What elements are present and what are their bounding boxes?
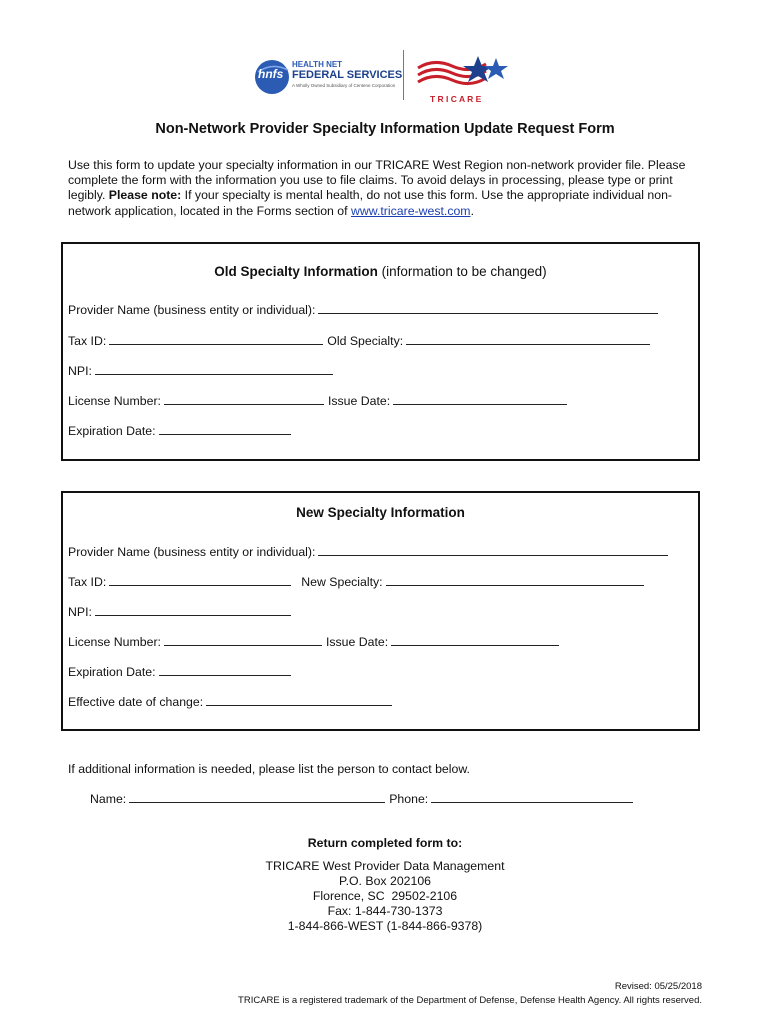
trademark-notice: TRICARE is a registered trademark of the Department of Defense, Defense Health Agency. All rights reserved. [238,995,702,1006]
intro-paragraph [68,158,708,219]
tricare-logo [416,50,516,105]
old-specialty-title [61,264,700,279]
new-npi-row [68,604,295,619]
new-effective-row [68,694,396,709]
old-npi-row [68,363,337,378]
contact-name-label: Name: [90,792,127,806]
return-heading: Return completed form to: [307,836,463,850]
new-issue-date-field[interactable] [391,634,559,646]
tricare-word: T R I C A R E [430,94,482,104]
new-issue-date-label: Issue Date: [325,635,389,649]
new-expiration-date-field[interactable] [159,664,291,676]
old-provider-name-row [68,302,662,317]
new-tax-row [68,574,648,589]
page-title: Non-Network Provider Specialty Information Update Request Form [155,121,615,137]
old-specialty-field[interactable] [406,333,650,345]
return-line-1: TRICARE West Provider Data Management [265,859,505,873]
hnfs-badge-text: hnfs [258,67,284,81]
new-npi-label: NPI: [68,605,92,619]
hnfs-logo [254,52,404,100]
return-line-2: P.O. Box 202106 [338,874,432,888]
old-issue-date-label: Issue Date: [327,394,391,408]
intro-note-label: Please note: [108,188,182,203]
new-license-number-label: License Number: [68,635,161,649]
new-tax-id-field[interactable] [109,574,291,586]
old-issue-date-field[interactable] [393,393,567,405]
old-specialty-label: Old Specialty: [327,334,404,348]
contact-phone-label: Phone: [389,792,429,806]
new-provider-name-row [68,544,672,559]
hnfs-line3: A Wholly Owned Subsidiary of Centene Corporation [292,83,396,88]
old-provider-name-label: Provider Name (business entity or individual): [68,303,316,317]
old-license-row [68,393,571,408]
old-tax-id-label: Tax ID: [68,334,107,348]
new-expiration-row [68,664,295,679]
old-specialty-title-bold: Old Specialty Information [214,264,378,279]
effective-date-field[interactable] [206,694,392,706]
hnfs-line1: HEALTH NET [292,60,343,69]
new-specialty-title [61,505,700,520]
contact-instruction [68,762,470,776]
new-expiration-date-label: Expiration Date: [68,665,156,679]
new-tax-id-label: Tax ID: [68,575,107,589]
old-license-number-label: License Number: [68,394,161,408]
new-license-row [68,634,563,649]
new-specialty-field[interactable] [386,574,644,586]
tricare-flag-stars-icon [416,50,516,92]
effective-date-label: Effective date of change: [68,695,204,709]
hnfs-line2: FEDERAL SERVICES [292,69,403,81]
return-line-3: Florence, SC 29502-2106 [312,889,458,903]
old-npi-label: NPI: [68,364,92,378]
old-provider-name-field[interactable] [318,302,658,314]
header-divider [403,50,404,100]
contact-instruction-text: If additional information is needed, please list the person to contact below. [68,762,470,776]
old-npi-field[interactable] [95,363,333,375]
tricare-west-link[interactable]: www.tricare-west.com [350,203,471,218]
old-specialty-title-rest: (information to be changed) [377,264,547,279]
intro-text-2: If your specialty is mental health, do not use this form. Use the appropriate individual non-network application, located in the Forms section of [68,188,673,218]
new-specialty-title-bold: New Specialty Information [296,505,465,520]
new-license-number-field[interactable] [164,634,322,646]
new-provider-name-label: Provider Name (business entity or individual): [68,545,316,559]
new-npi-field[interactable] [95,604,291,616]
old-expiration-row [68,423,295,438]
contact-row [90,791,637,806]
intro-text-3: . [470,203,474,218]
return-line-4: Fax: 1-844-730-1373 [327,904,443,918]
revised-date: Revised: 05/25/2018 [614,981,702,992]
intro-text-1: Use this form to update your specialty information in our TRICARE West Region non-network provider file. Please complete the form with the information you use to file claims. To avoid delays in processing, please type or print legibly. [68,158,686,203]
old-tax-id-field[interactable] [109,333,323,345]
contact-phone-field[interactable] [431,791,633,803]
old-license-number-field[interactable] [164,393,324,405]
old-tax-row [68,333,654,348]
new-specialty-label: New Specialty: [301,575,383,589]
old-expiration-date-field[interactable] [159,423,291,435]
new-provider-name-field[interactable] [318,544,668,556]
return-line-5: 1-844-866-WEST (1-844-866-9378) [287,919,483,933]
contact-name-field[interactable] [129,791,385,803]
old-expiration-date-label: Expiration Date: [68,424,156,438]
